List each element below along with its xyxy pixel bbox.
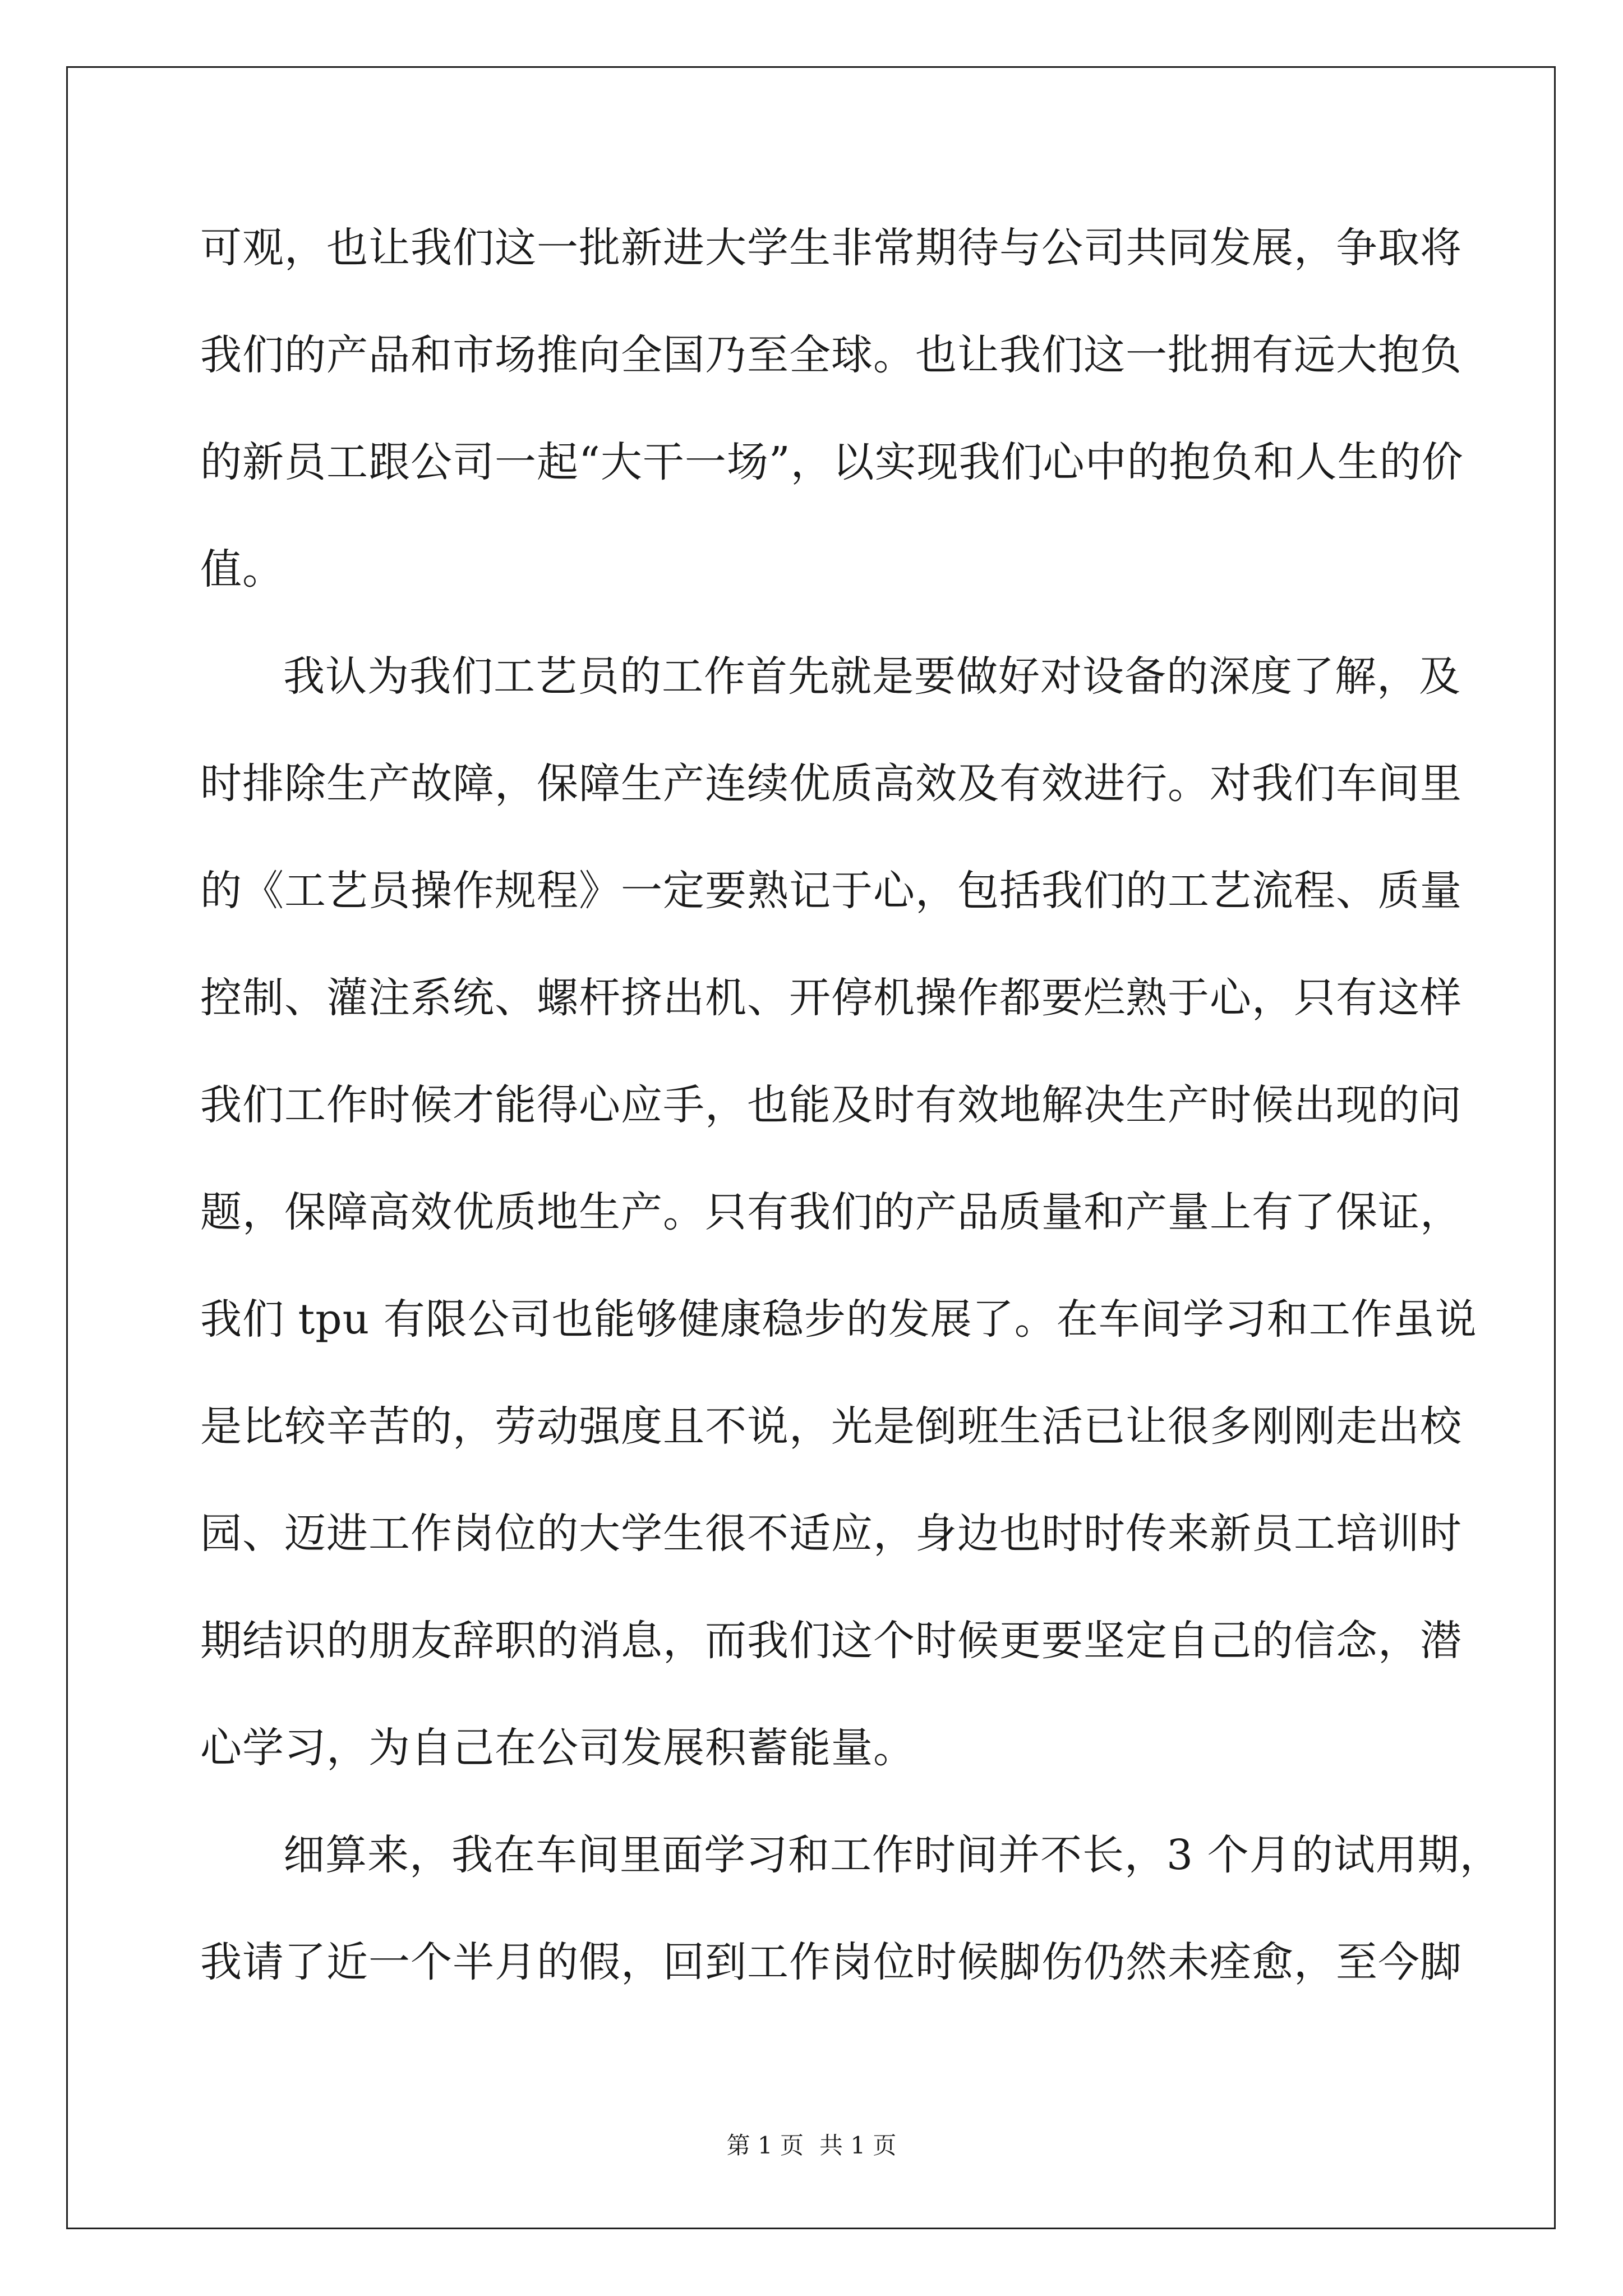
- text-line: 可观，也让我们这一批新进大学生非常期待与公司共同发展，争取将: [200, 224, 1462, 272]
- text-line: 值。: [200, 545, 284, 593]
- text-line: 的《工艺员操作规程》一定要熟记于心，包括我们的工艺流程、质量: [200, 867, 1462, 915]
- text-line: 园、迈进工作岗位的大学生很不适应，身边也时时传来新员工培训时: [200, 1510, 1462, 1558]
- text-line: 时排除生产故障，保障生产连续优质高效及有效进行。对我们车间里: [200, 760, 1462, 808]
- text-line: 我们工作时候才能得心应手，也能及时有效地解决生产时候出现的问: [200, 1081, 1462, 1129]
- text-line: 是比较辛苦的，劳动强度且不说，光是倒班生活已让很多刚刚走出校: [200, 1402, 1462, 1451]
- text-line: 心学习，为自己在公司发展积蓄能量。: [200, 1724, 915, 1772]
- paragraph-start-line: 我认为我们工艺员的工作首先就是要做好对设备的深度了解，及: [283, 652, 1461, 701]
- paragraph-start-line: 细算来，我在车间里面学习和工作时间并不长，3 个月的试用期，: [283, 1831, 1502, 1879]
- document-body: [200, 217, 1502, 2039]
- text-line: 我们的产品和市场推向全国乃至全球。也让我们这一批拥有远大抱负: [200, 331, 1462, 379]
- page-number: 第 1 页: [726, 2132, 804, 2159]
- text-line: 的新员工跟公司一起“大干一场”，以实现我们心中的抱负和人生的价: [200, 438, 1464, 486]
- page-total: 共 1 页: [819, 2132, 897, 2159]
- text-line: 我请了近一个半月的假，回到工作岗位时候脚伤仍然未痊愈，至今脚: [200, 1938, 1462, 1986]
- text-line: 题，保障高效优质地生产。只有我们的产品质量和产量上有了保证，: [200, 1188, 1462, 1236]
- page-footer: [0, 2129, 1623, 2162]
- text-line: 控制、灌注系统、螺杆挤出机、开停机操作都要烂熟于心，只有这样: [200, 974, 1462, 1022]
- text-line: 我们 tpu 有限公司也能够健康稳步的发展了。在车间学习和工作虽说: [200, 1295, 1477, 1343]
- text-line: 期结识的朋友辞职的消息，而我们这个时候更要坚定自己的信念，潜: [200, 1617, 1462, 1665]
